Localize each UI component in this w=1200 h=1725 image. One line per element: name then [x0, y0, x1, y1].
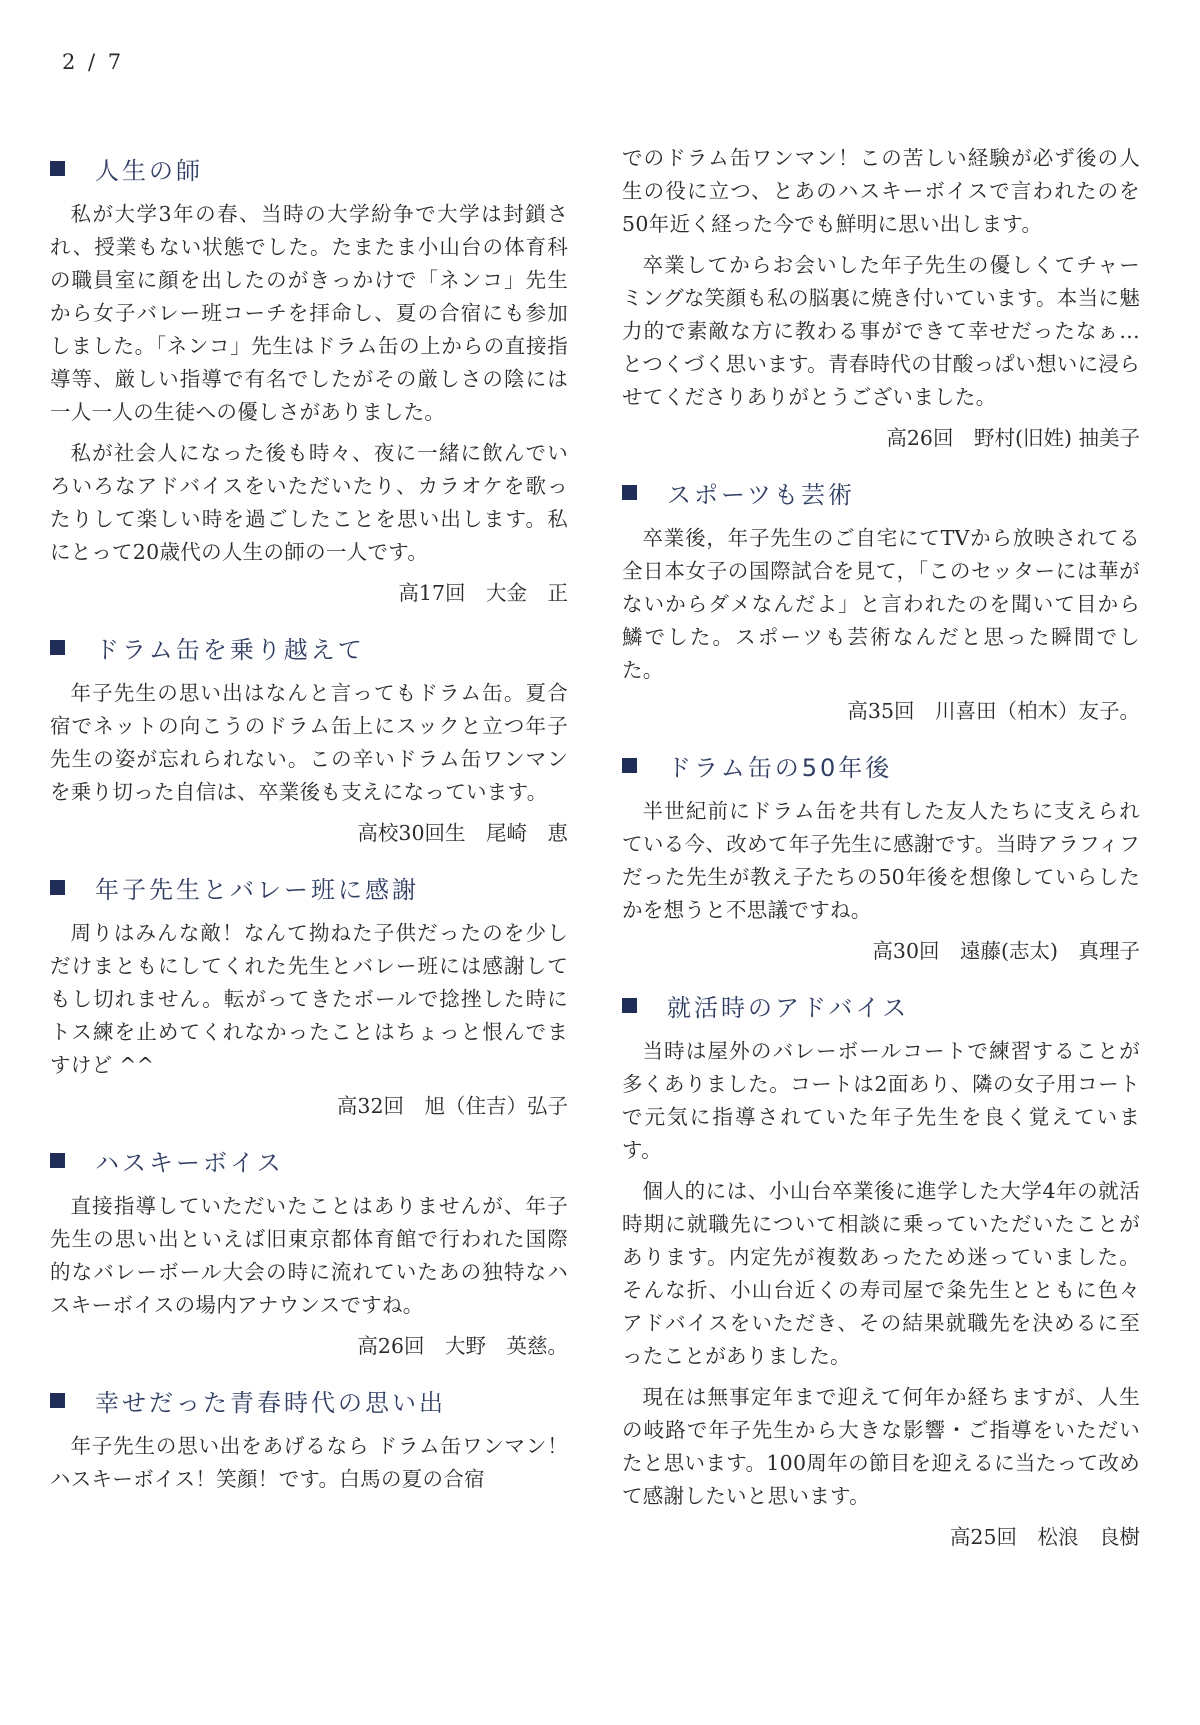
essay-paragraph: 年子先生の思い出をあげるなら ドラム缶ワンマン！ハスキーボイス！笑顔！です。白馬の夏の合宿 [50, 1434, 568, 1491]
author-signature: 高32回 旭（住吉）弘子 [336, 1094, 568, 1118]
section-heading [50, 1384, 568, 1416]
author-signature: 高35回 川喜田（柏木）友子。 [847, 699, 1140, 723]
page-number: 2 / 7 [62, 50, 125, 74]
square-bullet-icon [50, 1393, 65, 1408]
section-title: スポーツも芸術 [667, 480, 856, 509]
author-signature: 高17回 大金 正 [398, 581, 568, 605]
section-heading [50, 631, 568, 663]
essay-paragraph: 私が社会人になった後も時々、夜に一緒に飲んでいろいろなアドバイスをいただいたり、カラオケを歌ったりして楽しい時を過ごしたことを思い出します。私にとって20歳代の人生の師の一人です。 [50, 441, 568, 564]
section-heading [50, 871, 568, 903]
essay-section [622, 749, 1140, 967]
essay-paragraph: 卒業してからお会いした年子先生の優しくてチャーミングな笑顔も私の脳裏に焼き付いています。本当に魅力的で素敵な方に教わる事ができて幸せだったなぁ…とつくづく思います。青春時代の甘酸っぱい想いに浸らせてくださりありがとうございました。 [622, 253, 1140, 409]
essay-paragraph: 年子先生の思い出はなんと言ってもドラム缶。夏合宿でネットの向こうのドラム缶上にスックと立つ年子先生の姿が忘れられない。この辛いドラム缶ワンマンを乗り切った自信は、卒業後も支えになっています。 [50, 681, 568, 804]
square-bullet-icon [50, 640, 65, 655]
author-signature: 高26回 大野 英慈。 [357, 1334, 568, 1358]
section-heading [622, 749, 1140, 781]
section-title: 就活時のアドバイス [667, 993, 910, 1022]
section-heading [50, 152, 568, 184]
essay-paragraph: 私が大学3年の春、当時の大学紛争で大学は封鎖され、授業もない状態でした。たまたま小山台の体育科の職員室に顔を出したのがきっかけで「ネンコ」先生から女子バレー班コーチを拝命し、夏の合宿にも参加しました。「ネンコ」先生はドラム缶の上からの直接指導等、厳しい指導で有名でしたがその厳しさの陰には一人一人の生徒への優しさがありました。 [50, 202, 568, 424]
essay-paragraph: でのドラム缶ワンマン！この苦しい経験が必ず後の人生の役に立つ、とあのハスキーボイスで言われたのを50年近く経った今でも鮮明に思い出します。 [622, 146, 1140, 236]
essay-section [622, 476, 1140, 727]
essay-paragraph: 周りはみんな敵！なんて拗ねた子供だったのを少しだけまともにしてくれた先生とバレー班には感謝してもし切れません。転がってきたボールで捻挫した時にトス練を止めてくれなかったことはちょっと恨んでますけど ^^ [50, 921, 568, 1077]
section-title: 幸せだった青春時代の思い出 [95, 1388, 446, 1417]
left-column [50, 152, 568, 1518]
essay-section [622, 989, 1140, 1553]
essay-paragraph: 現在は無事定年まで迎えて何年か経ちますが、人生の岐路で年子先生から大きな影響・ご指導をいただいたと思います。100周年の節目を迎えるに当たって改めて感謝したいと思います。 [622, 1385, 1140, 1508]
square-bullet-icon [50, 161, 65, 176]
section-heading [622, 476, 1140, 508]
square-bullet-icon [50, 880, 65, 895]
essay-section [50, 1144, 568, 1362]
essay-section [50, 1384, 568, 1496]
square-bullet-icon [622, 485, 637, 500]
author-signature: 高25回 松浪 良樹 [949, 1525, 1140, 1549]
essay-paragraph: 直接指導していただいたことはありませんが、年子先生の思い出といえば旧東京都体育館で行われた国際的なバレーボール大会の時に流れていたあの独特なハスキーボイスの場内アナウンスですね。 [50, 1194, 568, 1317]
essay-section [50, 152, 568, 609]
essay-paragraph: 当時は屋外のバレーボールコートで練習することが多くありました。コートは2面あり、隣の女子用コートで元気に指導されていた年子先生を良く覚えています。 [622, 1039, 1140, 1162]
essay-paragraph: 半世紀前にドラム缶を共有した友人たちに支えられている今、改めて年子先生に感謝です。当時アラフィフだった先生が教え子たちの50年後を想像していらしたかを想うと不思議ですね。 [622, 799, 1140, 922]
essay-section [50, 631, 568, 849]
section-heading [622, 989, 1140, 1021]
section-title: 年子先生とバレー班に感謝 [95, 875, 419, 904]
essay-paragraph: 個人的には、小山台卒業後に進学した大学4年の就活時期に就職先について相談に乗っていただいたことがあります。内定先が複数あったため迷っていました。そんな折、小山台近くの寿司屋で粂先生とともに色々アドバイスをいただき、その結果就職先を決めるに至ったことがありました。 [622, 1179, 1140, 1368]
essay-section [622, 142, 1140, 454]
essay-paragraph: 卒業後，年子先生のご自宅にてTVから放映されてる全日本女子の国際試合を見て，「このセッターには華がないからダメなんだよ」と言われたのを聞いて目から鱗でした。スポーツも芸術なんだと思った瞬間でした。 [622, 526, 1140, 682]
right-column [622, 142, 1140, 1575]
section-title: 人生の師 [95, 156, 203, 185]
author-signature: 高校30回生 尾崎 恵 [357, 821, 568, 845]
section-title: ドラム缶を乗り越えて [95, 635, 365, 664]
square-bullet-icon [50, 1153, 65, 1168]
author-signature: 高30回 遠藤(志太) 真理子 [872, 939, 1140, 963]
essay-section [50, 871, 568, 1122]
section-title: ハスキーボイス [95, 1148, 284, 1177]
square-bullet-icon [622, 758, 637, 773]
author-signature: 高26回 野村(旧姓) 抽美子 [886, 426, 1140, 450]
section-title: ドラム缶の50年後 [667, 753, 893, 782]
section-heading [50, 1144, 568, 1176]
square-bullet-icon [622, 998, 637, 1013]
